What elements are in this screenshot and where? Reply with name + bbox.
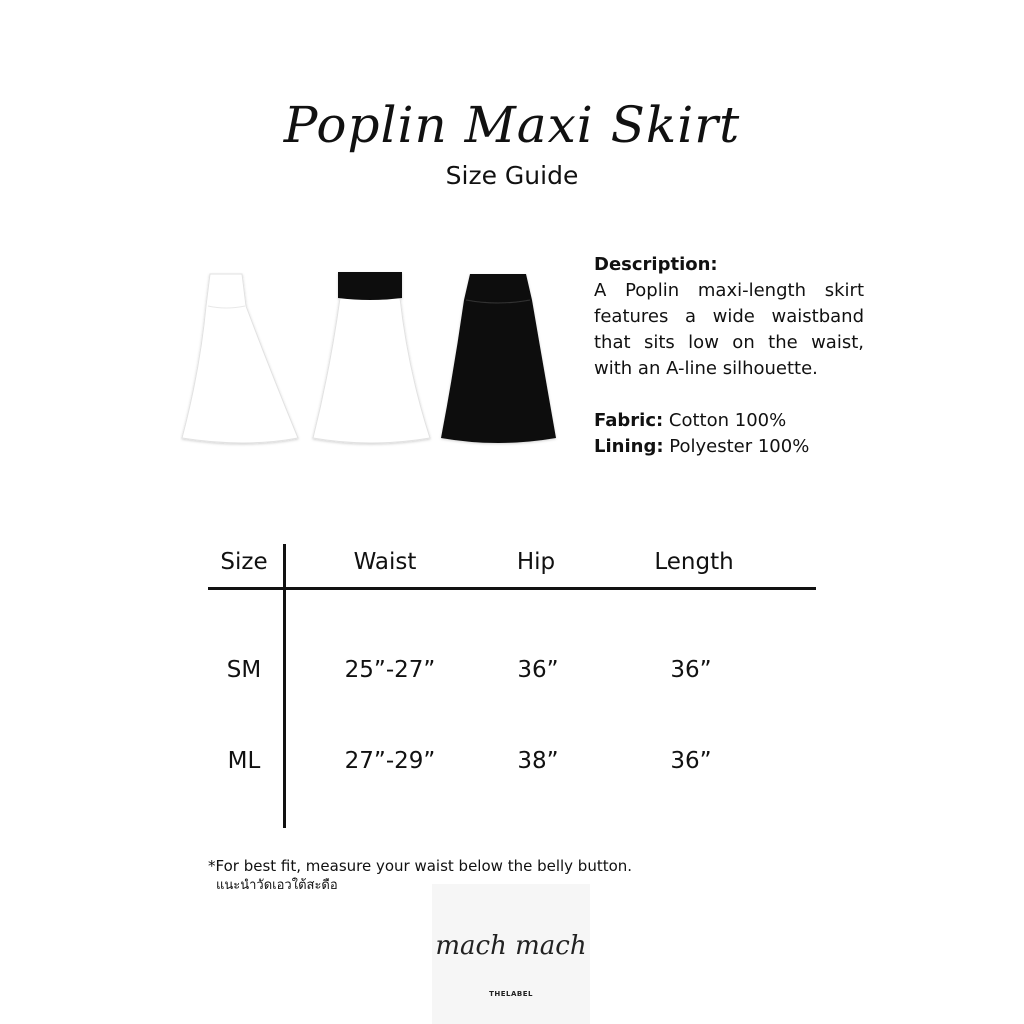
header-size: Size xyxy=(220,549,268,575)
row-sm-hip: 36” xyxy=(517,657,559,683)
fit-note-thai: แนะนำวัดเอวใต้สะดือ xyxy=(216,878,338,893)
row-sm-size: SM xyxy=(226,657,262,683)
header-waist: Waist xyxy=(353,549,417,575)
table-header-divider xyxy=(208,587,816,590)
lining-value: Polyester 100% xyxy=(669,436,810,457)
fit-note-english: *For best fit, measure your waist below the belly button. xyxy=(208,857,633,875)
description-text: A Poplin maxi-length skirt features a wide waistband that sits low on the waist, with an A-line silhouette. xyxy=(594,280,864,379)
table-column-divider xyxy=(283,544,286,828)
fabric-label: Fabric: xyxy=(594,410,664,431)
brand-logo-sub: THELABEL xyxy=(489,990,533,998)
page-subtitle: Size Guide xyxy=(445,161,579,190)
product-images xyxy=(180,270,560,450)
fabric-line xyxy=(594,408,864,434)
header-hip: Hip xyxy=(516,549,556,575)
row-ml-length: 36” xyxy=(670,748,712,774)
row-ml-hip: 38” xyxy=(517,748,559,774)
lining-line xyxy=(594,434,864,460)
row-sm-waist: 25”-27” xyxy=(344,657,436,683)
row-sm-length: 36” xyxy=(670,657,712,683)
white-skirt-image xyxy=(182,274,298,443)
black-skirt-image xyxy=(441,274,556,443)
row-ml-size: ML xyxy=(227,748,261,774)
header-length: Length xyxy=(654,549,734,575)
fabric-value: Cotton 100% xyxy=(668,410,787,431)
page-title: Poplin Maxi Skirt xyxy=(283,96,741,154)
white-skirt-black-band-image xyxy=(313,272,430,443)
description-block xyxy=(594,252,864,460)
row-ml-waist: 27”-29” xyxy=(344,748,436,774)
description-heading: Description: xyxy=(594,254,718,275)
lining-label: Lining: xyxy=(594,436,664,457)
brand-logo: mach mach xyxy=(435,931,587,961)
